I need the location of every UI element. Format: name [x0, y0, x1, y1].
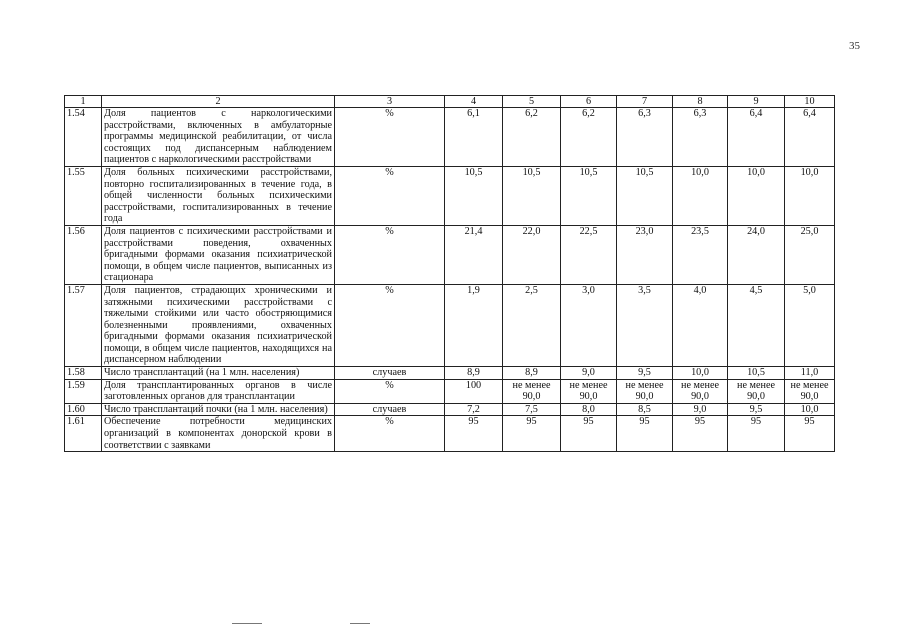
value-cell: 9,5 [617, 367, 673, 380]
indicator-name: Доля трансплантированных органов в числе заготовленных органов для трансплантации [102, 379, 335, 403]
unit-cell: % [335, 379, 445, 403]
column-header: 3 [335, 96, 445, 108]
value-cell: 10,0 [785, 166, 835, 225]
value-cell: 9,5 [728, 403, 785, 416]
row-number: 1.61 [65, 416, 102, 452]
value-cell: 7,5 [503, 403, 561, 416]
column-header: 8 [673, 96, 728, 108]
value-cell: 25,0 [785, 225, 835, 284]
value-cell: 6,3 [673, 108, 728, 167]
indicator-name: Доля пациентов с наркологическими расстройствами, включенных в амбулаторные программы медицинской реабилитации, от числа состоящих под диспансерным наблюдением пациентов с наркологическими расстройствами [102, 108, 335, 167]
row-number: 1.58 [65, 367, 102, 380]
indicator-name: Число трансплантаций (на 1 млн. населения) [102, 367, 335, 380]
table-row [65, 379, 835, 403]
unit-cell: % [335, 416, 445, 452]
value-cell: 23,5 [673, 225, 728, 284]
row-number: 1.57 [65, 284, 102, 366]
column-header: 2 [102, 96, 335, 108]
indicator-name: Доля больных психическими расстройствами, повторно госпитализированных в течение года, в общей численности больных психическими расстройствами, госпитализированных в течение года [102, 166, 335, 225]
table-row [65, 416, 835, 452]
table-row [65, 166, 835, 225]
value-cell: 8,5 [617, 403, 673, 416]
value-cell: 4,5 [728, 284, 785, 366]
column-header: 9 [728, 96, 785, 108]
value-cell: 95 [617, 416, 673, 452]
value-cell: 95 [673, 416, 728, 452]
value-cell: 8,9 [503, 367, 561, 380]
value-cell: 10,0 [673, 166, 728, 225]
value-cell: не менее 90,0 [561, 379, 617, 403]
value-cell: 22,5 [561, 225, 617, 284]
value-cell: не менее 90,0 [673, 379, 728, 403]
unit-cell: случаев [335, 403, 445, 416]
header-row [65, 96, 835, 108]
unit-cell: % [335, 284, 445, 366]
value-cell: 95 [503, 416, 561, 452]
scan-artifact [232, 623, 262, 624]
value-cell: 10,5 [728, 367, 785, 380]
table-row [65, 367, 835, 380]
value-cell: 6,4 [785, 108, 835, 167]
value-cell: 95 [561, 416, 617, 452]
column-header: 1 [65, 96, 102, 108]
table-row [65, 403, 835, 416]
value-cell: 21,4 [445, 225, 503, 284]
value-cell: 10,0 [673, 367, 728, 380]
value-cell: 95 [445, 416, 503, 452]
value-cell: 24,0 [728, 225, 785, 284]
value-cell: 23,0 [617, 225, 673, 284]
value-cell: 10,0 [785, 403, 835, 416]
value-cell: 1,9 [445, 284, 503, 366]
indicator-name: Число трансплантаций почки (на 1 млн. населения) [102, 403, 335, 416]
column-header: 5 [503, 96, 561, 108]
value-cell: не менее 90,0 [785, 379, 835, 403]
value-cell: 8,9 [445, 367, 503, 380]
value-cell: 4,0 [673, 284, 728, 366]
value-cell: 10,5 [503, 166, 561, 225]
column-header: 6 [561, 96, 617, 108]
value-cell: 95 [785, 416, 835, 452]
indicator-name: Доля пациентов, страдающих хроническими и затяжными психическими расстройствами с тяжелыми стойкими или часто обостряющимися болезненными проявлениями, охваченных бригадными формами оказания психиатрической помощи, в общем числе пациентов, находящихся на диспансерном наблюдении [102, 284, 335, 366]
row-number: 1.55 [65, 166, 102, 225]
value-cell: 10,5 [561, 166, 617, 225]
value-cell: 10,5 [617, 166, 673, 225]
row-number: 1.60 [65, 403, 102, 416]
value-cell: не менее 90,0 [728, 379, 785, 403]
unit-cell: случаев [335, 367, 445, 380]
row-number: 1.54 [65, 108, 102, 167]
indicator-name: Обеспечение потребности медицинских организаций в компонентах донорской крови в соответствии с заявками [102, 416, 335, 452]
value-cell: 8,0 [561, 403, 617, 416]
value-cell: 100 [445, 379, 503, 403]
value-cell: 7,2 [445, 403, 503, 416]
value-cell: 2,5 [503, 284, 561, 366]
value-cell: 11,0 [785, 367, 835, 380]
unit-cell: % [335, 166, 445, 225]
value-cell: 6,1 [445, 108, 503, 167]
value-cell: не менее 90,0 [617, 379, 673, 403]
page-number: 35 [849, 40, 860, 52]
value-cell: 6,2 [503, 108, 561, 167]
table-row [65, 284, 835, 366]
value-cell: 95 [728, 416, 785, 452]
value-cell: 3,5 [617, 284, 673, 366]
table-row [65, 108, 835, 167]
column-header: 4 [445, 96, 503, 108]
value-cell: 22,0 [503, 225, 561, 284]
value-cell: 9,0 [561, 367, 617, 380]
value-cell: 6,4 [728, 108, 785, 167]
value-cell: 3,0 [561, 284, 617, 366]
value-cell: 6,2 [561, 108, 617, 167]
scan-artifact [350, 623, 370, 624]
value-cell: 6,3 [617, 108, 673, 167]
value-cell: 9,0 [673, 403, 728, 416]
value-cell: 10,0 [728, 166, 785, 225]
value-cell: 10,5 [445, 166, 503, 225]
value-cell: не менее 90,0 [503, 379, 561, 403]
row-number: 1.59 [65, 379, 102, 403]
row-number: 1.56 [65, 225, 102, 284]
unit-cell: % [335, 108, 445, 167]
indicators-table [64, 95, 835, 452]
unit-cell: % [335, 225, 445, 284]
indicator-name: Доля пациентов с психическими расстройствами и расстройствами поведения, охваченных бригадными формами оказания психиатрической помощи, в общем числе пациентов, выписанных из стационара [102, 225, 335, 284]
column-header: 7 [617, 96, 673, 108]
table-row [65, 225, 835, 284]
column-header: 10 [785, 96, 835, 108]
value-cell: 5,0 [785, 284, 835, 366]
